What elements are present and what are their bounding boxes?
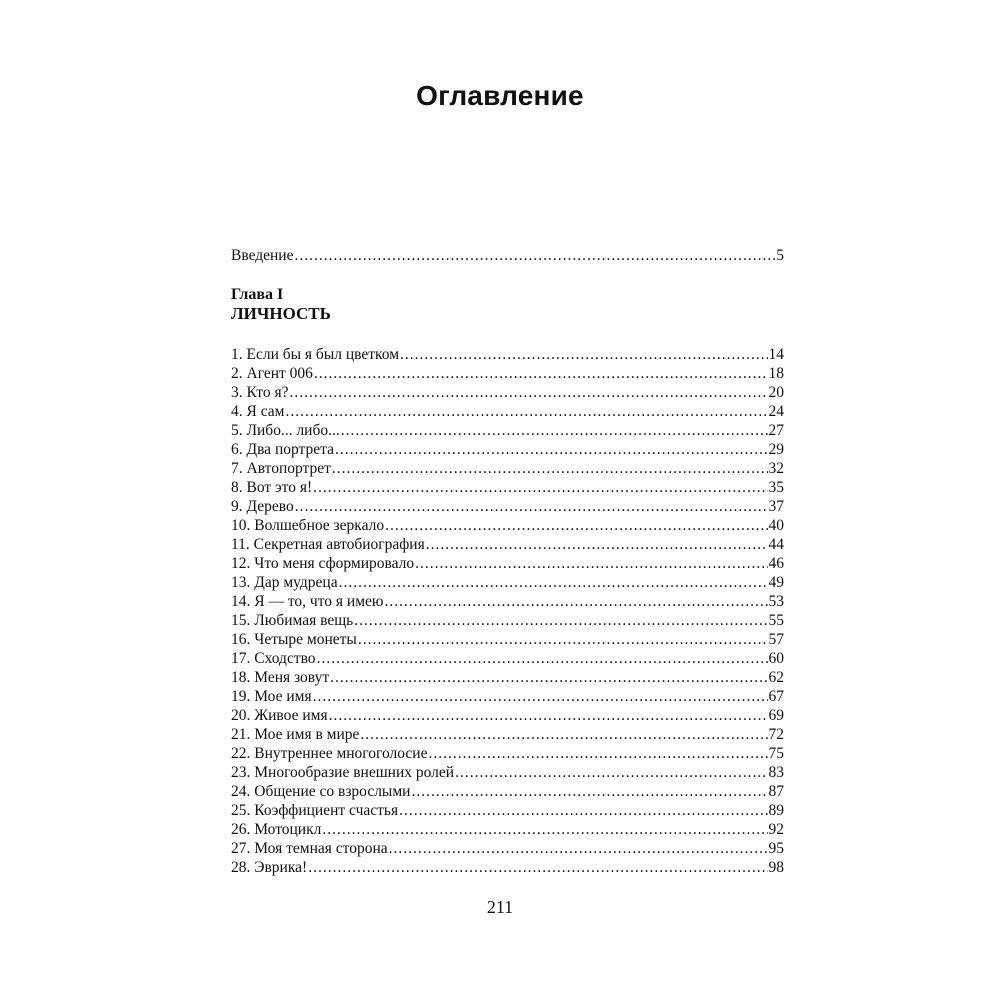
- dot-leader: [341, 421, 768, 440]
- toc-entry-page: 72: [768, 726, 784, 743]
- toc-entry-page: 89: [768, 802, 784, 819]
- toc-entry-label: 12. Что меня сформировало: [231, 555, 415, 572]
- toc-entry: [231, 744, 784, 763]
- toc-entry-label: 28. Эврика!: [231, 859, 308, 876]
- toc-entry: [231, 421, 784, 440]
- dot-leader: [289, 383, 767, 402]
- dot-leader: [399, 801, 767, 820]
- toc-entry: [231, 611, 784, 630]
- toc-entry-page: 44: [768, 536, 784, 553]
- toc-entry-page: 49: [768, 574, 784, 591]
- toc-entry-label: Введение: [231, 247, 294, 264]
- toc-entry: [231, 592, 784, 611]
- dot-leader: [332, 459, 768, 478]
- toc-entry-label: 4. Я сам: [231, 403, 285, 420]
- dot-leader: [322, 820, 767, 839]
- toc-entry-page: 14: [768, 346, 784, 363]
- toc-entry-label: 3. Кто я?: [231, 384, 289, 401]
- dot-leader: [339, 573, 768, 592]
- toc-entry-label: 15. Любимая вещь: [231, 612, 354, 629]
- toc-entry-page: 20: [768, 384, 784, 401]
- toc-entry-label: 1. Если бы я был цветком: [231, 346, 400, 363]
- toc-entry-label: 10. Волшебное зеркало: [231, 517, 385, 534]
- dot-leader: [455, 763, 767, 782]
- toc-entry: [231, 573, 784, 592]
- dot-leader: [384, 592, 767, 611]
- toc-entry-page: 62: [768, 669, 784, 686]
- toc-list: [231, 345, 784, 877]
- dot-leader: [415, 554, 767, 573]
- toc-entry-label: 18. Меня зовут: [231, 669, 330, 686]
- dot-leader: [360, 725, 767, 744]
- dot-leader: [385, 516, 767, 535]
- toc-entry: [231, 782, 784, 801]
- toc-entry-label: 16. Четыре монеты: [231, 631, 357, 648]
- toc-entry-label: 20. Живое имя: [231, 707, 328, 724]
- toc-entry-page: 35: [768, 479, 784, 496]
- toc-entry: [231, 364, 784, 383]
- toc-entry-page: 40: [768, 517, 784, 534]
- dot-leader: [426, 535, 768, 554]
- page-title: Оглавление: [416, 80, 584, 111]
- toc-entry: [231, 440, 784, 459]
- toc-entry: [231, 402, 784, 421]
- toc-entry-label: 2. Агент 006: [231, 365, 313, 382]
- toc-entry: [231, 668, 784, 687]
- toc-entry-page: 98: [768, 859, 784, 876]
- toc-entry-label: 19. Мое имя: [231, 688, 312, 705]
- toc-entry-label: 23. Многообразие внешних ролей: [231, 764, 455, 781]
- dot-leader: [313, 687, 768, 706]
- toc-entry-page: 92: [768, 821, 784, 838]
- toc-entry: [231, 630, 784, 649]
- toc-entry-label: 24. Общение со взрослыми: [231, 783, 411, 800]
- toc-entry-page: 67: [768, 688, 784, 705]
- toc-entry: [231, 345, 784, 364]
- toc-intro: [231, 246, 784, 265]
- toc-entry-page: 24: [768, 403, 784, 420]
- dot-leader: [354, 611, 767, 630]
- dot-leader: [411, 782, 767, 801]
- toc-entry-label: 7. Автопортрет: [231, 460, 331, 477]
- toc-entry: [231, 687, 784, 706]
- toc-entry-page: 69: [768, 707, 784, 724]
- toc-entry-page: 60: [768, 650, 784, 667]
- toc-entry-label: 13. Дар мудреца: [231, 574, 338, 591]
- toc-entry-page: 53: [768, 593, 784, 610]
- dot-leader: [358, 630, 768, 649]
- toc-entry-page: 46: [768, 555, 784, 572]
- toc-entry-label: 11. Секретная автобиография: [231, 536, 425, 553]
- dot-leader: [295, 497, 768, 516]
- toc-entry-page: 87: [768, 783, 784, 800]
- toc-entry: [231, 839, 784, 858]
- toc-entry: [231, 858, 784, 877]
- toc-entry: [231, 516, 784, 535]
- chapter-number: Глава I: [231, 286, 284, 303]
- toc-entry-label: 21. Мое имя в мире: [231, 726, 360, 743]
- toc-entry-label: 14. Я — то, что я имею: [231, 593, 384, 610]
- toc-entry-page: 27: [768, 422, 784, 439]
- toc-entry: [231, 649, 784, 668]
- chapter-title: ЛИЧНОСТЬ: [231, 304, 331, 323]
- toc-entry-page: 5: [776, 247, 784, 264]
- dot-leader: [330, 668, 767, 687]
- toc-entry-label: 5. Либо... либо...: [231, 422, 340, 439]
- toc-entry-label: 25. Коэффициент счастья: [231, 802, 399, 819]
- dot-leader: [294, 246, 775, 265]
- toc-entry-page: 32: [768, 460, 784, 477]
- dot-leader: [428, 744, 767, 763]
- dot-leader: [335, 440, 768, 459]
- dot-leader: [329, 706, 768, 725]
- toc-entry-page: 37: [768, 498, 784, 515]
- toc-entry: [231, 383, 784, 402]
- toc-entry: [231, 706, 784, 725]
- dot-leader: [314, 364, 768, 383]
- toc-entry-label: 26. Мотоцикл: [231, 821, 322, 838]
- toc-entry-page: 83: [768, 764, 784, 781]
- dot-leader: [389, 839, 768, 858]
- toc-entry-page: 75: [768, 745, 784, 762]
- toc-entry-page: 95: [768, 840, 784, 857]
- toc-entry-label: 17. Сходство: [231, 650, 316, 667]
- toc-entry: [231, 554, 784, 573]
- dot-leader: [400, 345, 767, 364]
- dot-leader: [285, 402, 767, 421]
- dot-leader: [308, 858, 767, 877]
- toc-entry-label: 27. Моя темная сторона: [231, 840, 388, 857]
- toc-entry-label: 9. Дерево: [231, 498, 294, 515]
- toc-entry: [231, 820, 784, 839]
- toc-entry: [231, 725, 784, 744]
- toc-entry: [231, 535, 784, 554]
- toc-entry-page: 57: [768, 631, 784, 648]
- toc-entry-label: 8. Вот это я!: [231, 479, 313, 496]
- toc-entry-label: 22. Внутреннее многоголосие: [231, 745, 428, 762]
- toc-entry-page: 18: [768, 365, 784, 382]
- toc-entry-page: 29: [768, 441, 784, 458]
- page-number: 211: [486, 897, 514, 917]
- toc-entry-intro: [231, 246, 784, 265]
- toc-entry: [231, 801, 784, 820]
- dot-leader: [313, 478, 767, 497]
- toc-entry-page: 55: [768, 612, 784, 629]
- dot-leader: [317, 649, 768, 668]
- toc-entry: [231, 478, 784, 497]
- toc-entry: [231, 763, 784, 782]
- toc-entry-label: 6. Два портрета: [231, 441, 334, 458]
- toc-entry: [231, 459, 784, 478]
- chapter-heading: [231, 285, 331, 323]
- toc-entry: [231, 497, 784, 516]
